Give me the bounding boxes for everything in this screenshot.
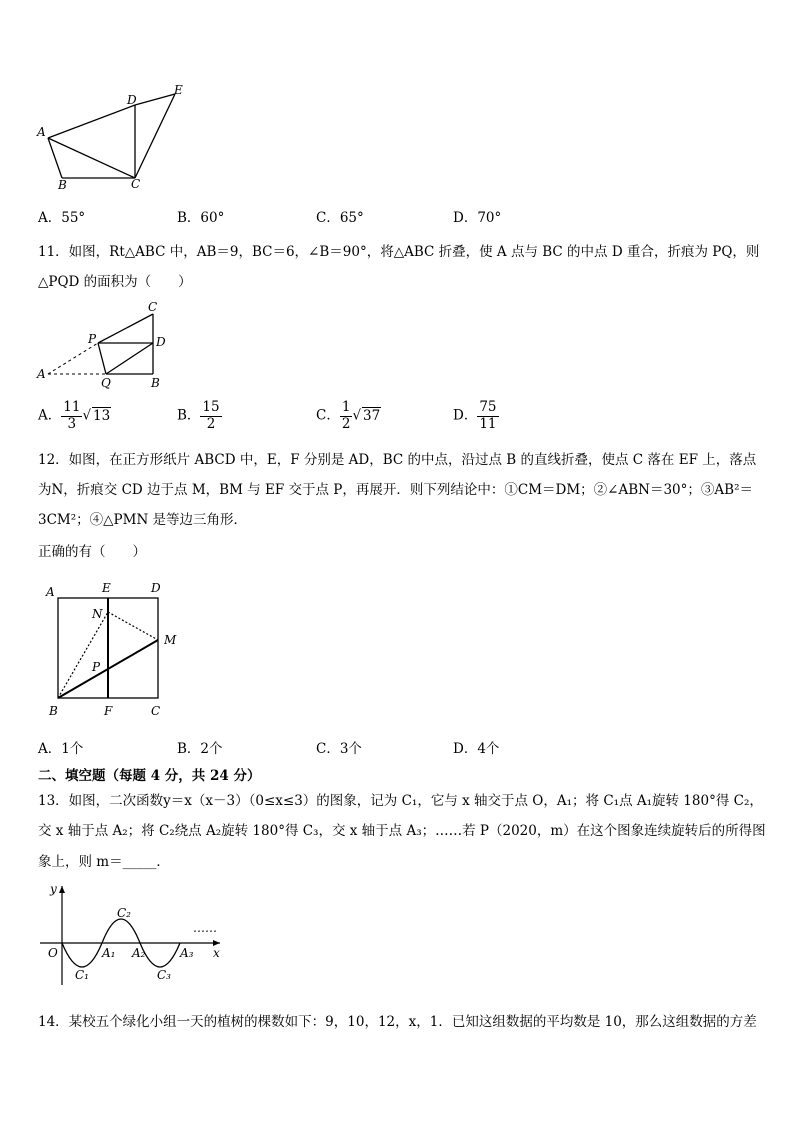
- q12-line3: 3CM²；④△PMN 是等边三角形．: [38, 512, 248, 528]
- label-F: F: [104, 704, 113, 718]
- label-E: E: [102, 581, 111, 595]
- q11-line2: △PQD 的面积为（ ）: [38, 274, 192, 290]
- q10-option-a: A．55°: [38, 210, 86, 226]
- label-A1: A₁: [102, 946, 116, 960]
- label-O: O: [48, 946, 58, 960]
- label-P: P: [88, 332, 97, 346]
- q12-line2: 为N，折痕交 CD 边于点 M，BM 与 EF 交于点 P，再展开．则下列结论中：①CM＝DM；②∠ABN＝30°；③AB²＝: [38, 482, 753, 498]
- q11-option-a: A． $\frac{11}{3}$ √ 13: [38, 399, 111, 432]
- label-C3: C₃: [157, 968, 171, 982]
- label-A: A: [37, 125, 46, 139]
- label-x: x: [213, 946, 220, 960]
- q11-option-d: D． $\frac{75}{11}$: [453, 399, 497, 432]
- q14-line1: 14．某校五个绿化小组一天的植树的棵数如下：9，10，12，x，1．已知这组数据的平均数是 10，那么这组数据的方差: [38, 1014, 757, 1030]
- q12-line1: 12．如图，在正方形纸片 ABCD 中，E，F 分别是 AD，BC 的中点，沿过点 B 的直线折叠，使点 C 落在 EF 上，落点: [38, 452, 757, 468]
- label-C: C: [148, 300, 158, 314]
- figure-q12: [38, 578, 188, 723]
- label-D: D: [156, 335, 166, 349]
- label-C: C: [131, 177, 141, 191]
- q10-option-d: D．70°: [453, 210, 502, 226]
- q13-line1: 13．如图，二次函数y＝x（x－3）（0≤x≤3）的图象，记为 C₁，它与 x 轴交于点 O，A₁；将 C₁点 A₁旋转 180°得 C₂，: [38, 793, 763, 809]
- q11-line1: 11．如图，Rt△ABC 中，AB＝9，BC＝6，∠B＝90°，将△ABC 折叠，使 A 点与 BC 的中点 D 重合，折痕为 PQ，则: [38, 244, 760, 260]
- q13-line3: 象上，则 m＝_____．: [38, 854, 170, 870]
- label-B: B: [151, 376, 160, 390]
- label-C: C: [151, 704, 161, 718]
- label-A: A: [46, 585, 55, 599]
- q11-option-c: C． $\frac{1}{2}$ √ 37: [316, 399, 381, 432]
- label-dots: ……: [193, 921, 217, 935]
- label-N: N: [92, 607, 103, 621]
- q12-line4: 正确的有（ ）: [38, 544, 146, 560]
- label-E: E: [174, 83, 183, 97]
- label-Q: Q: [101, 376, 111, 390]
- figure-q10: [30, 80, 200, 195]
- figure-q13: [35, 880, 235, 990]
- label-C2: C₂: [117, 906, 131, 920]
- q10-option-b: B．60°: [177, 210, 225, 226]
- label-P: P: [92, 660, 101, 674]
- label-D: D: [151, 581, 161, 595]
- section-title: 二、填空题（每题 4 分，共 24 分）: [38, 768, 261, 784]
- q12-option-c: C．3个: [316, 741, 362, 757]
- label-C1: C₁: [75, 968, 89, 982]
- label-A: A: [37, 367, 46, 381]
- label-M: M: [164, 633, 177, 647]
- label-B: B: [58, 178, 67, 192]
- q13-line2: 交 x 轴于点 A₂；将 C₂绕点 A₂旋转 180°得 C₃，交 x 轴于点 A₃；……若 P（2020，m）在这个图象连续旋转后的所得图: [38, 823, 766, 839]
- q10-option-c: C．65°: [316, 210, 364, 226]
- figure-q11: [30, 298, 180, 393]
- label-D: D: [127, 93, 137, 107]
- label-B: B: [49, 704, 58, 718]
- label-y: y: [50, 882, 57, 896]
- q12-option-a: A．1个: [38, 741, 84, 757]
- q11-option-b: B． $\frac{15}{2}$: [177, 399, 220, 432]
- label-A2: A₂: [132, 946, 146, 960]
- label-A3: A₃: [180, 946, 194, 960]
- q12-option-d: D．4个: [453, 741, 500, 757]
- q12-option-b: B．2个: [177, 741, 223, 757]
